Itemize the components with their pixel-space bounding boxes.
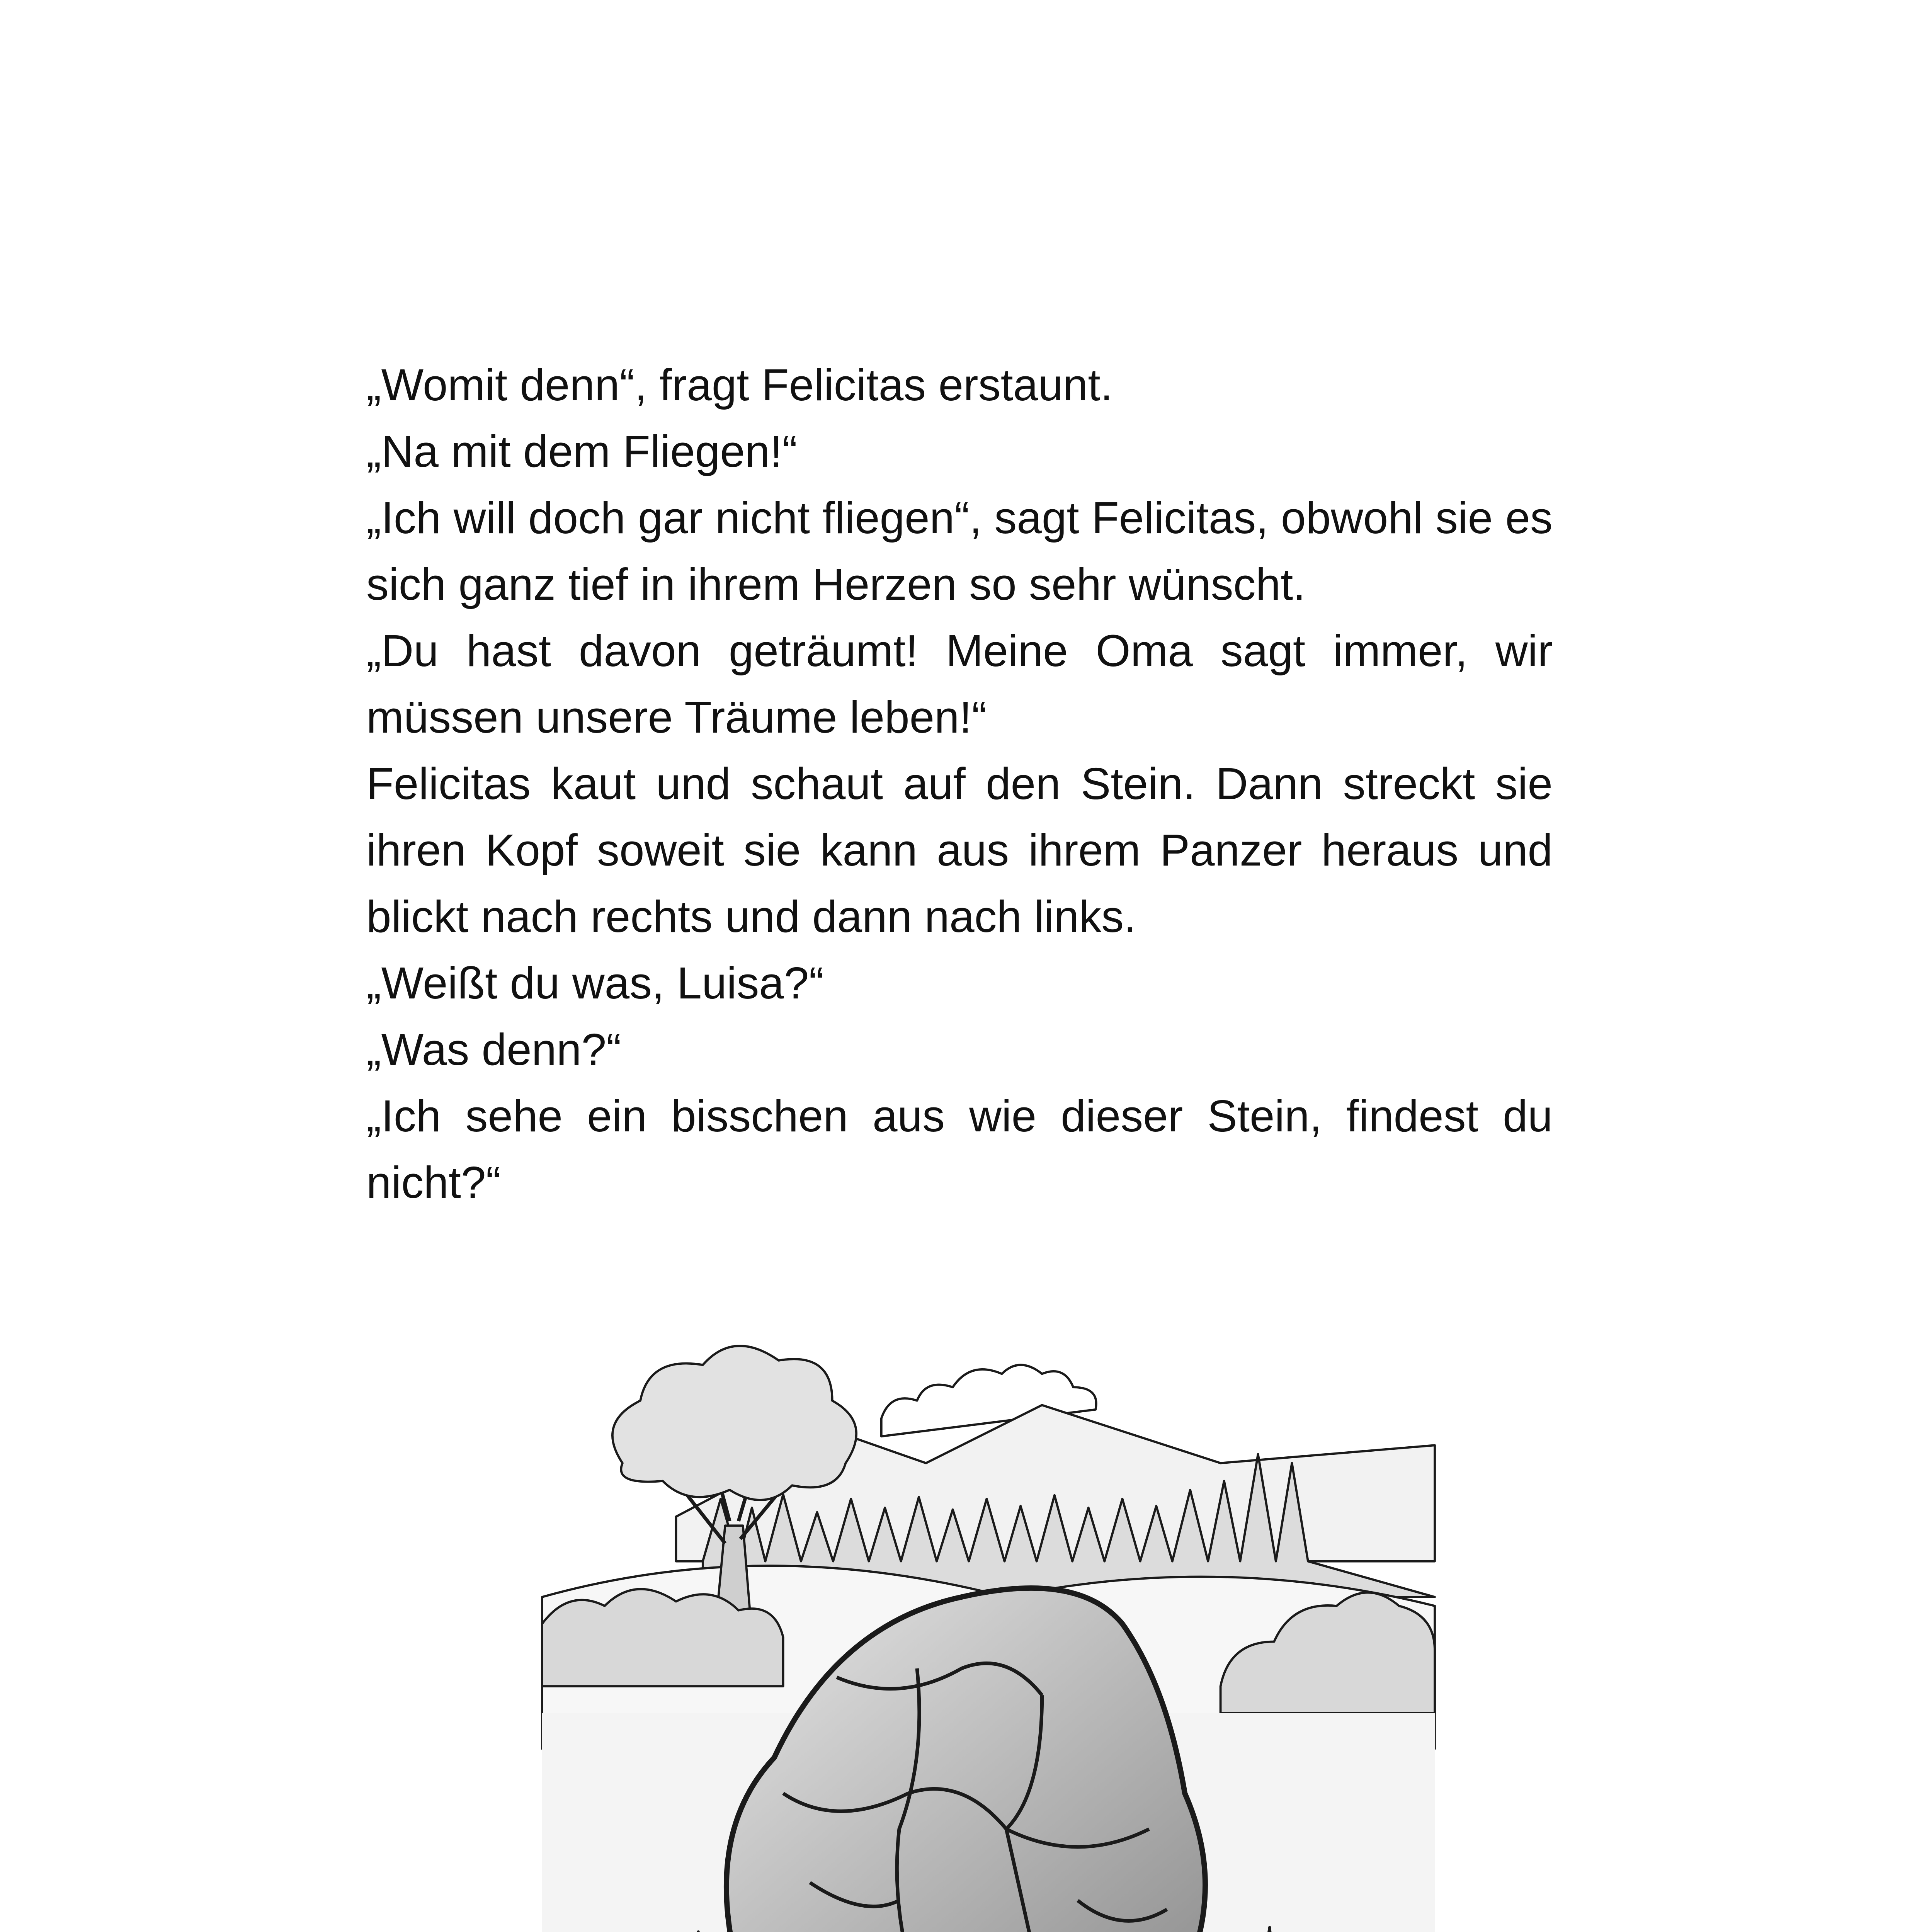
boulder-meadow-illustration (540, 1329, 1437, 1932)
tree-canopy (612, 1346, 856, 1500)
paragraph-5: Felicitas kaut und schaut auf den Stein. Dann streckt sie ihren Kopf soweit sie kann aus ihrem Panzer heraus und blickt nach rechts und dann nach links. (366, 759, 1553, 942)
paragraph-2: „Na mit dem Fliegen!“ (366, 426, 798, 476)
paragraph-3: „Ich will doch gar nicht fliegen“, sagt Felicitas, obwohl sie es sich ganz tief in ihrem Herzen so sehr wünscht. (366, 493, 1553, 609)
paragraph-8: „Ich sehe ein bisschen aus wie dieser Stein, findest du nicht?“ (366, 1091, 1553, 1208)
paragraph-6: „Weißt du was, Luisa?“ (366, 958, 824, 1008)
paragraph-1: „Womit denn“, fragt Felicitas erstaunt. (366, 360, 1113, 410)
illustration-drawing (540, 1329, 1437, 1932)
paragraph-7: „Was denn?“ (366, 1024, 621, 1075)
story-text (366, 352, 1553, 1216)
paragraph-4: „Du hast davon geträumt! Meine Oma sagt immer, wir müssen unsere Träume leben!“ (366, 626, 1553, 742)
